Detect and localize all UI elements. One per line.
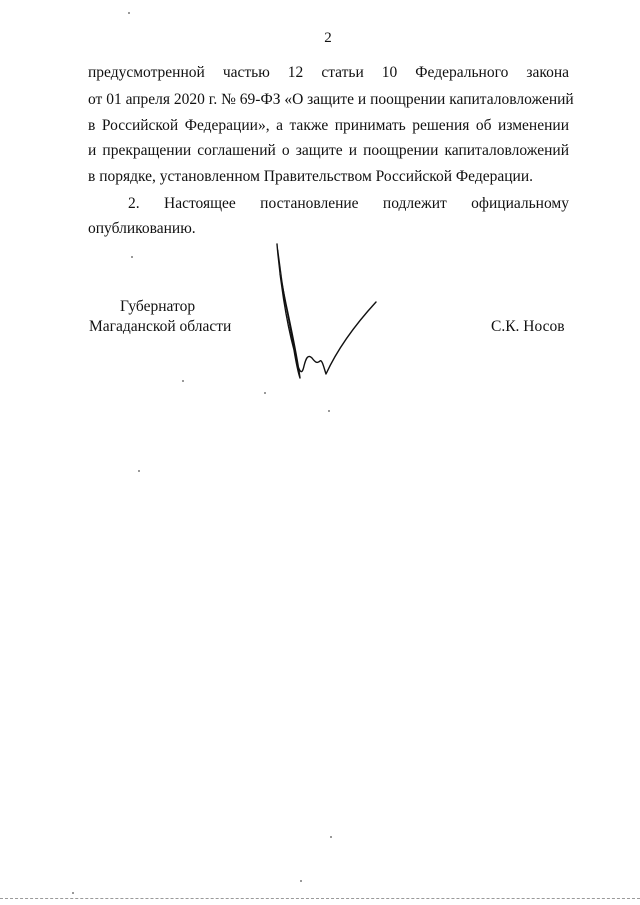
scan-speck (131, 256, 133, 258)
paragraph-1-line-4: и прекращении соглашений о защите и поощрении капиталовложений (88, 142, 569, 159)
page-number: 2 (324, 30, 332, 46)
scan-speck (300, 880, 302, 882)
scan-speck (182, 380, 184, 382)
paragraph-1-line-1: предусмотренной частью 12 статьи 10 Федерального закона (88, 64, 569, 81)
signatory-title-line-1: Губернатор (120, 298, 196, 315)
handwritten-signature (262, 240, 392, 390)
paragraph-1-line-5: в порядке, установленном Правительством Российской Федерации. (88, 168, 533, 185)
paragraph-1-line-2: от 01 апреля 2020 г. № 69-ФЗ «О защите и поощрении капиталовложений (88, 91, 574, 108)
scan-speck (264, 392, 266, 394)
scan-speck (328, 410, 330, 412)
scan-speck (138, 470, 140, 472)
paragraph-2-line-1: 2. Настоящее постановление подлежит официальному (128, 195, 569, 212)
scan-speck (128, 12, 130, 14)
paragraph-2-line-2: опубликованию. (88, 220, 196, 237)
scan-speck (72, 892, 74, 894)
scan-speck (330, 836, 332, 838)
scan-edge-line (0, 898, 640, 900)
paragraph-1-line-3: в Российской Федерации», а также принимать решения об изменении (88, 117, 569, 134)
signatory-name: С.К. Носов (491, 318, 565, 335)
signatory-title-line-2: Магаданской области (89, 318, 232, 335)
